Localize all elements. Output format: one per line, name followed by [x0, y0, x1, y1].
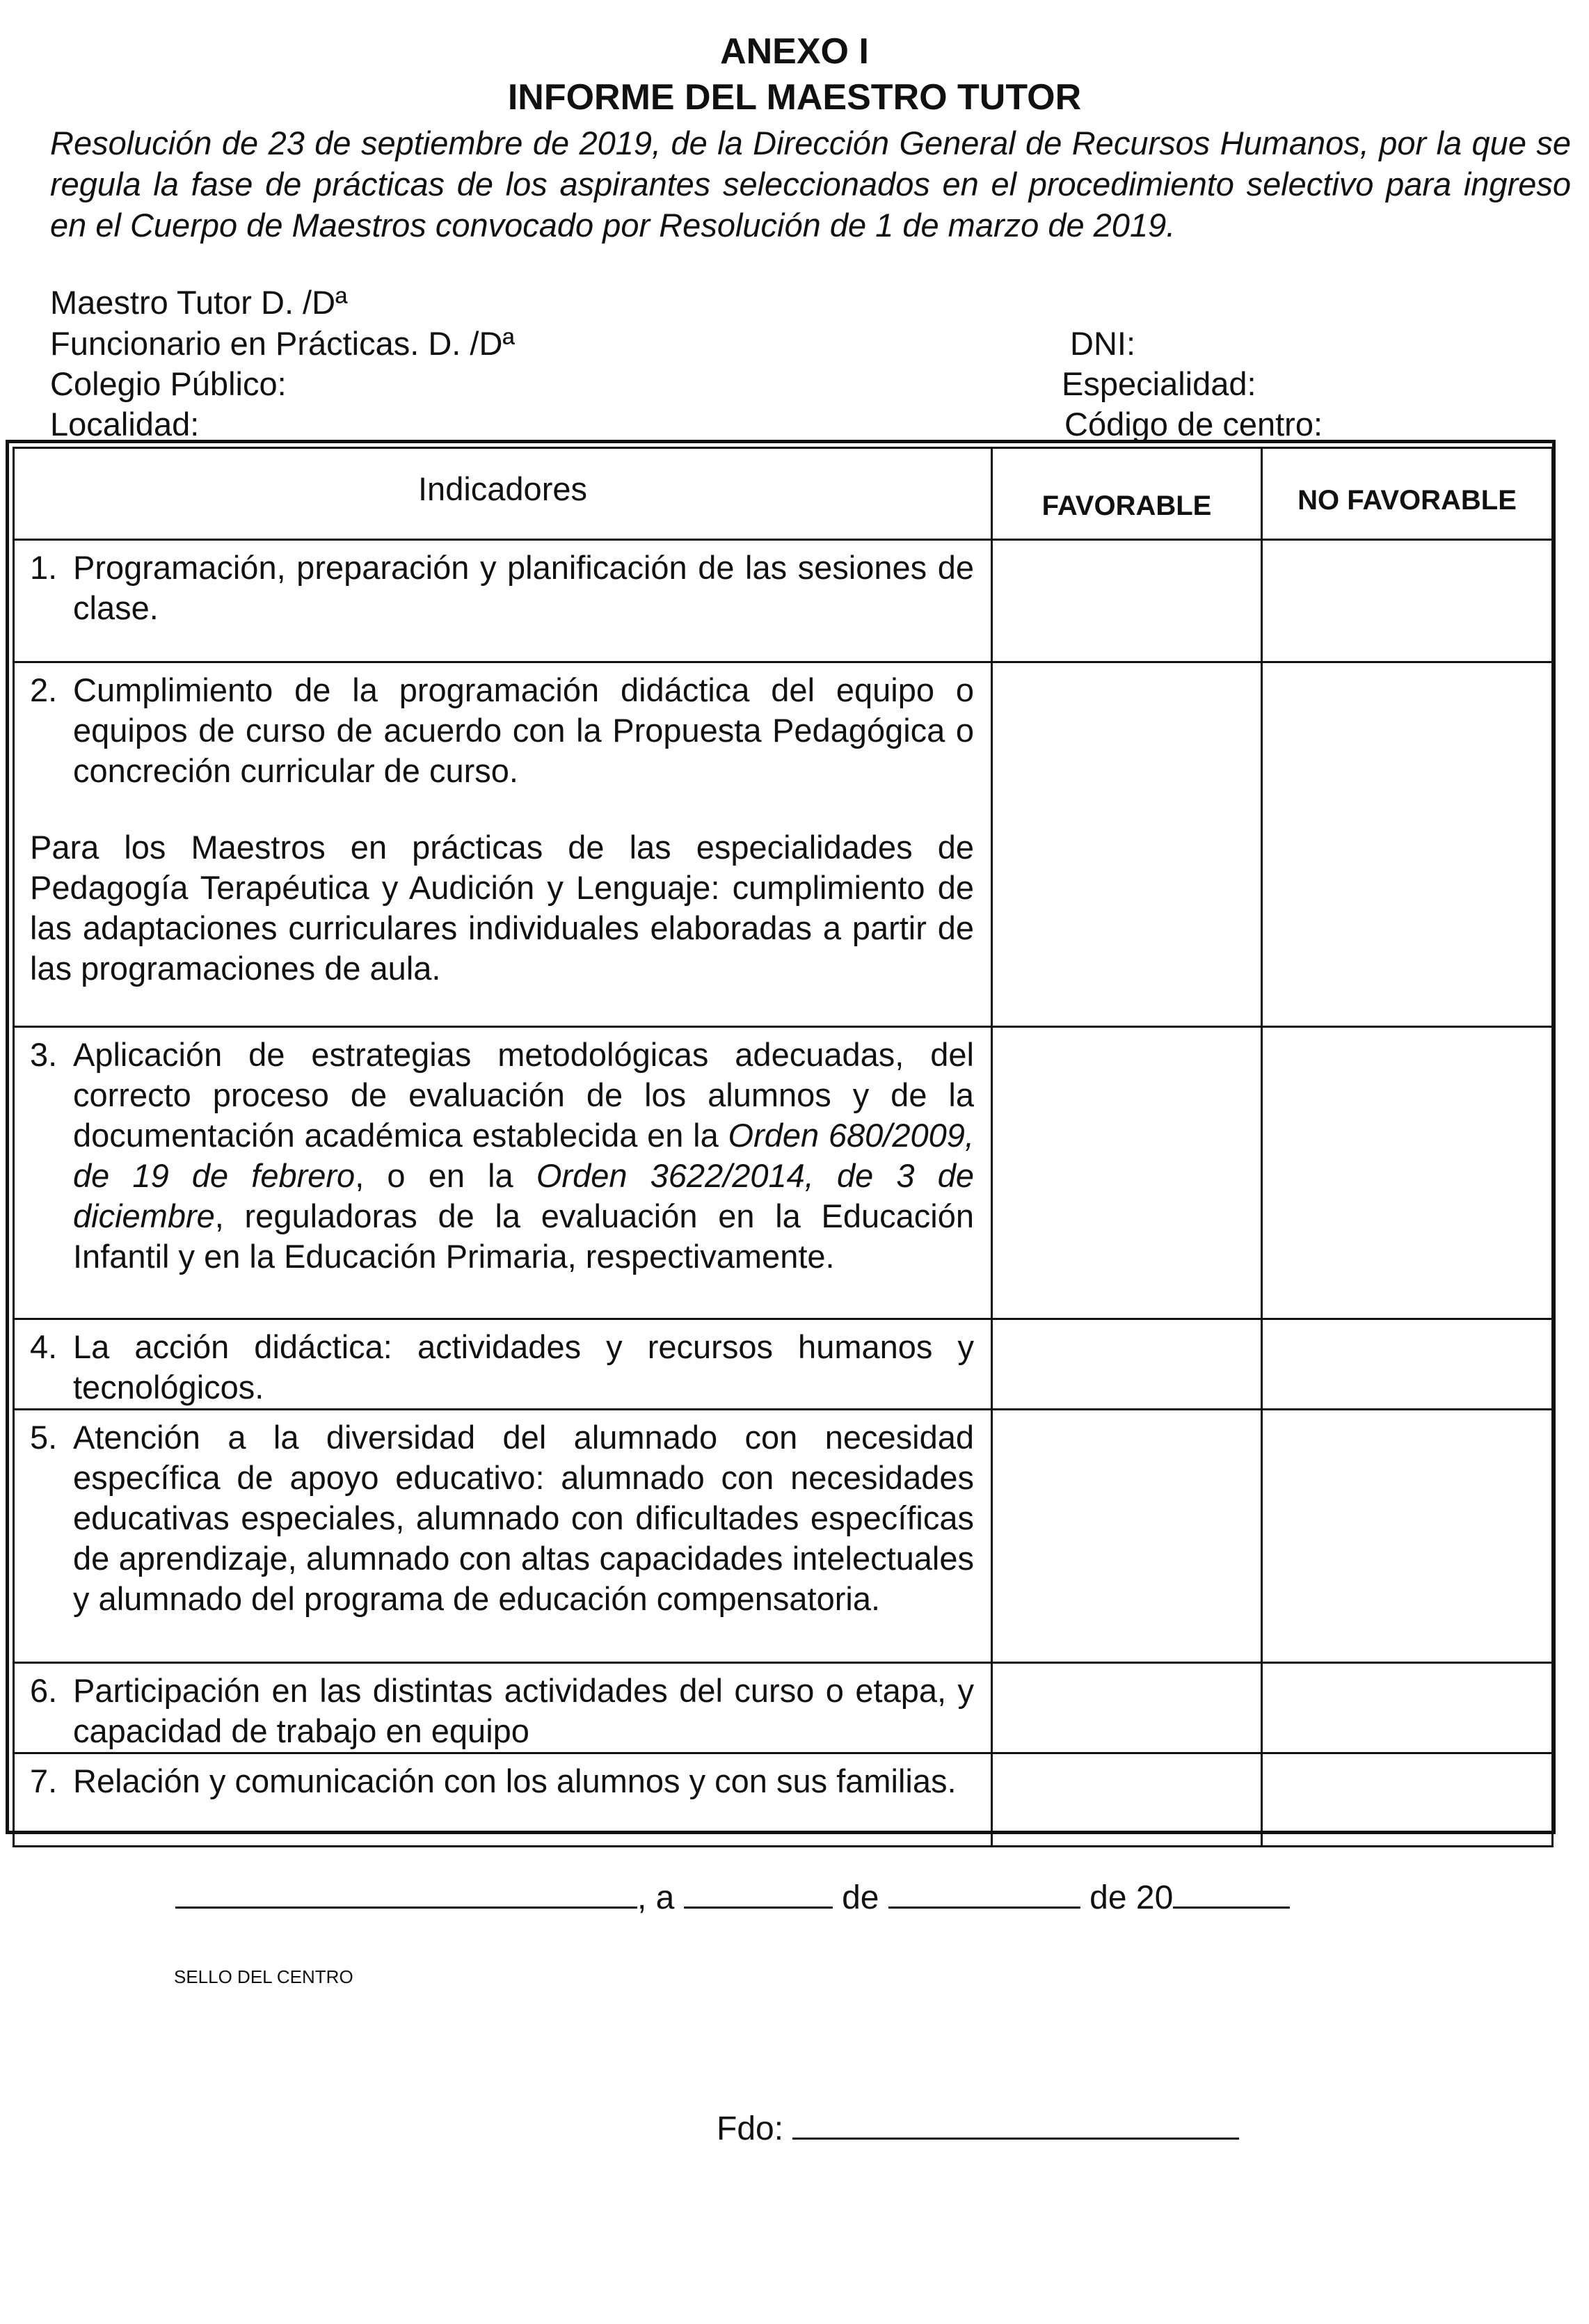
row-number: 4. — [30, 1328, 58, 1365]
favorable-cell[interactable] — [992, 1410, 1262, 1663]
table-row — [14, 1410, 1553, 1663]
month-blank[interactable] — [888, 1879, 1080, 1909]
resolution-text: Resolución de 23 de septiembre de 2019, de la Dirección General de Recursos Humanos, por la que se regula la fase de prácticas de los aspirantes seleccionados en el procedimiento selectivo para ingreso en el Cuerpo de Maestros convocado por Resolución de 1 de marzo de 2019. — [50, 125, 1571, 244]
field-funcionario: Funcionario en Prácticas. D. /Dª — [50, 325, 515, 362]
field-localidad: Localidad: — [50, 406, 200, 443]
field-dni: DNI: — [1070, 325, 1135, 362]
row-number: 6. — [30, 1672, 58, 1709]
date-connector-de: de — [842, 1879, 879, 1916]
table-row — [14, 540, 1553, 662]
orden-680-reference: Orden 680/2009, de 19 de febrero — [73, 1117, 974, 1194]
date-connector-a: , a — [637, 1879, 675, 1916]
row-number: 1. — [30, 549, 58, 586]
favorable-cell[interactable] — [992, 1319, 1262, 1410]
indicators-table — [13, 447, 1554, 1847]
row-number: 3. — [30, 1036, 58, 1073]
orden-3622-reference: Orden 3622/2014, de 3 de diciembre — [73, 1157, 974, 1234]
stamp-label: SELLO DEL CENTRO — [174, 1966, 353, 1987]
no-favorable-cell[interactable] — [1262, 1663, 1553, 1753]
row-number: 2. — [30, 671, 58, 708]
field-codigo-centro: Código de centro: — [1064, 406, 1323, 443]
row-number: 7. — [30, 1762, 58, 1799]
indicator-text: Aplicación de estrategias metodológicas adecuadas, del correcto proceso de evaluación de los alumnos y de la documentación académica establecida en la Orden 680/2009, de 19 de febrero, o en la Orden 3622/2014, de 3 de diciembre, reguladoras de la evaluación en la Educación Infantil y en la Educación Primaria, respectivamente. — [73, 1036, 974, 1275]
no-favorable-cell[interactable] — [1262, 1410, 1553, 1663]
indicator-text: La acción didáctica: actividades y recursos humanos y tecnológicos. — [73, 1328, 974, 1406]
indicator-text: Atención a la diversidad del alumnado con necesidad específica de apoyo educativo: alumnado con necesidades educativas especiales, alumnado con dificultades específicas de aprendizaje, alumnado con altas capacidades intelectuales y alumnado del programa de educación compensatoria. — [73, 1419, 974, 1617]
day-blank[interactable] — [684, 1879, 833, 1909]
indicator-text: Cumplimiento de la programación didáctica del equipo o equipos de curso de acuerdo con la Propuesta Pedagógica o concreción curricular de curso. — [73, 671, 974, 789]
no-favorable-cell[interactable] — [1262, 540, 1553, 662]
favorable-cell[interactable] — [992, 1753, 1262, 1847]
year-blank[interactable] — [1173, 1879, 1290, 1909]
date-line — [175, 1879, 1290, 1917]
favorable-cell[interactable] — [992, 540, 1262, 662]
place-blank[interactable] — [175, 1879, 637, 1909]
table-row — [14, 662, 1553, 1027]
no-favorable-cell[interactable] — [1262, 1753, 1553, 1847]
indicator-note: Para los Maestros en prácticas de las especialidades de Pedagogía Terapéutica y Audición y Lenguaje: cumplimiento de las adaptaciones curriculares individuales elaboradas a partir de las programaciones de aula. — [30, 829, 974, 987]
table-row — [14, 1027, 1553, 1319]
field-tutor: Maestro Tutor D. /Dª — [50, 284, 348, 321]
indicator-text: Relación y comunicación con los alumnos y con sus familias. — [73, 1762, 957, 1799]
header-favorable: FAVORABLE — [992, 448, 1262, 540]
signature-line — [717, 2110, 1239, 2148]
header-indicators: Indicadores — [14, 448, 992, 540]
no-favorable-cell[interactable] — [1262, 662, 1553, 1027]
header-no-favorable: NO FAVORABLE — [1262, 448, 1553, 540]
table-row — [14, 1663, 1553, 1753]
table-row — [14, 1753, 1553, 1847]
row-number: 5. — [30, 1419, 58, 1456]
year-prefix: de 20 — [1089, 1879, 1174, 1916]
favorable-cell[interactable] — [992, 1027, 1262, 1319]
favorable-cell[interactable] — [992, 1663, 1262, 1753]
signature-label: Fdo: — [717, 2110, 784, 2147]
document-title: INFORME DEL MAESTRO TUTOR — [507, 77, 1082, 118]
indicator-text: Participación en las distintas actividades del curso o etapa, y capacidad de trabajo en equipo — [73, 1672, 974, 1749]
no-favorable-cell[interactable] — [1262, 1027, 1553, 1319]
no-favorable-cell[interactable] — [1262, 1319, 1553, 1410]
favorable-cell[interactable] — [992, 662, 1262, 1027]
field-especialidad: Especialidad: — [1062, 365, 1256, 402]
annex-heading: ANEXO I — [720, 31, 869, 72]
table-row — [14, 1319, 1553, 1410]
signature-blank[interactable] — [792, 2110, 1239, 2140]
indicator-text: Programación, preparación y planificación de las sesiones de clase. — [73, 549, 974, 626]
field-colegio: Colegio Público: — [50, 365, 287, 402]
table-header-row — [14, 448, 1553, 540]
